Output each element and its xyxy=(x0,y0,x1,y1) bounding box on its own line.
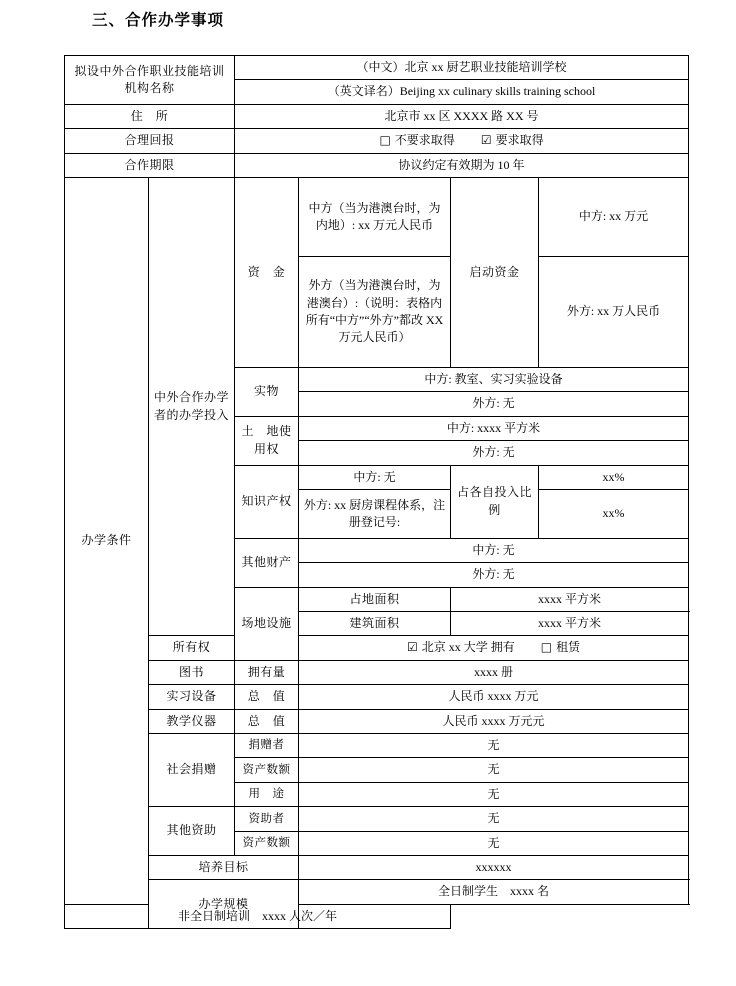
institution-name-cn-value: （中文）北京 xx 厨艺职业技能培训学校 xyxy=(235,56,689,80)
goods-fr-value: 外方: 无 xyxy=(299,392,689,416)
other-property-fr-value: 外方: 无 xyxy=(299,563,689,587)
other-property-label: 其他财产 xyxy=(235,538,299,587)
table-row-donor xyxy=(65,734,689,758)
table-row-ownership xyxy=(65,636,689,660)
address-label: 住 所 xyxy=(65,104,235,128)
startup-funds-label: 启动资金 xyxy=(451,177,539,367)
table-row-return xyxy=(65,129,689,153)
table-row-scale-fulltime xyxy=(65,880,689,904)
investment-label: 中外合作办学者的办学投入 xyxy=(149,177,235,636)
books-qty-value: xxxx 册 xyxy=(299,660,689,684)
table-row-teaching-instrument xyxy=(65,709,689,733)
ownership-rent-checkbox[interactable]: □ xyxy=(540,640,553,655)
ratio-cn-value: xx% xyxy=(539,465,689,489)
funder-value: 无 xyxy=(299,807,689,831)
ownership-own-checkbox[interactable]: ☑ xyxy=(406,640,418,655)
ownership-rent-label: 租赁 xyxy=(556,640,581,655)
training-goal-value: xxxxxx xyxy=(299,855,689,879)
practice-equipment-label: 实习设备 xyxy=(149,685,235,709)
ownership-label: 所有权 xyxy=(149,636,235,660)
donation-use-label: 用 途 xyxy=(235,782,299,806)
conditions-label: 办学条件 xyxy=(65,177,149,904)
table-row-scale-parttime xyxy=(65,904,689,928)
ownership-options xyxy=(299,636,689,660)
return-option-no-label: 不要求取得 xyxy=(394,133,455,148)
return-label: 合理回报 xyxy=(65,129,235,153)
startup-funds-fr-value: 外方: xx 万人民币 xyxy=(539,256,689,367)
page-title: 三、合作办学事项 xyxy=(92,12,225,29)
table-row-address xyxy=(65,104,689,128)
land-cn-value: 中方: xxxx 平方米 xyxy=(299,416,689,440)
ratio-label: 占各自投入比例 xyxy=(451,465,539,538)
books-qty-label: 拥有量 xyxy=(235,660,299,684)
table-row-practice-equipment xyxy=(65,685,689,709)
other-property-cn-value: 中方: 无 xyxy=(299,538,689,562)
land-fr-value: 外方: 无 xyxy=(299,441,689,465)
return-options xyxy=(235,129,689,153)
land-label: 土 地使用权 xyxy=(235,416,299,465)
teaching-instrument-total-label: 总 值 xyxy=(235,709,299,733)
return-option-yes-label: 要求取得 xyxy=(495,133,544,148)
practice-equipment-total-label: 总 值 xyxy=(235,685,299,709)
donation-amount-label: 资产数额 xyxy=(235,758,299,782)
ip-fr-value: 外方: xx 厨房课程体系，注册登记号: xyxy=(299,489,451,538)
other-funding-label: 其他资助 xyxy=(149,807,235,856)
goods-cn-value: 中方: 教室、实习实验设备 xyxy=(299,367,689,391)
term-label: 合作期限 xyxy=(65,153,235,177)
ownership-own-label: 北京 xx 大学 拥有 xyxy=(421,640,515,655)
teaching-instrument-total-value: 人民币 xxxx 万元元 xyxy=(299,709,689,733)
ip-label: 知识产权 xyxy=(235,465,299,538)
funds-label: 资 金 xyxy=(235,177,299,367)
table-row-books xyxy=(65,660,689,684)
donation-use-value: 无 xyxy=(299,782,689,806)
building-area-value: xxxx 平方米 xyxy=(451,612,689,636)
donation-amount-value: 无 xyxy=(299,758,689,782)
donor-label: 捐赠者 xyxy=(235,734,299,758)
practice-equipment-total-value: 人民币 xxxx 万元 xyxy=(299,685,689,709)
return-checkbox-no[interactable]: □ xyxy=(379,133,391,148)
ratio-fr-value: xx% xyxy=(539,489,689,538)
scale-fulltime-value: 全日制学生 xxxx 名 xyxy=(299,880,689,904)
scale-label: 办学规模 xyxy=(149,880,299,929)
startup-funds-cn-value: 中方: xx 万元 xyxy=(539,177,689,256)
site-area-label: 占地面积 xyxy=(299,587,451,611)
table-row-institution-name xyxy=(65,56,689,80)
cooperation-table xyxy=(64,55,689,929)
funding-amount-label: 资产数额 xyxy=(235,831,299,855)
funder-label: 资助者 xyxy=(235,807,299,831)
donation-label: 社会捐赠 xyxy=(149,734,235,807)
table-row-funds-cn xyxy=(65,177,689,256)
ip-cn-value: 中方: 无 xyxy=(299,465,451,489)
scale-parttime-value: 非全日制培训 xxxx 人次／年 xyxy=(65,904,451,928)
institution-name-label: 拟设中外合作职业技能培训机构名称 xyxy=(65,56,235,105)
term-value: 协议约定有效期为 10 年 xyxy=(235,153,689,177)
table-row-term xyxy=(65,153,689,177)
table-row-funder xyxy=(65,807,689,831)
funding-amount-value: 无 xyxy=(299,831,689,855)
return-checkbox-yes[interactable]: ☑ xyxy=(480,133,492,148)
address-value: 北京市 xx 区 XXXX 路 XX 号 xyxy=(235,104,689,128)
site-area-value: xxxx 平方米 xyxy=(451,587,689,611)
training-goal-label: 培养目标 xyxy=(149,855,299,879)
teaching-instrument-label: 教学仪器 xyxy=(149,709,235,733)
funds-fr-value: 外方（当为港澳台时，为港澳台）:（说明：表格内所有“中方”“外方”都改 XX 万元人民币） xyxy=(299,256,451,367)
donor-value: 无 xyxy=(299,734,689,758)
goods-label: 实物 xyxy=(235,367,299,416)
books-label: 图书 xyxy=(149,660,235,684)
table-row-training-goal xyxy=(65,855,689,879)
funds-cn-value: 中方（当为港澳台时，为内地）: xx 万元人民币 xyxy=(299,177,451,256)
building-area-label: 建筑面积 xyxy=(299,612,451,636)
site-label: 场地设施 xyxy=(235,587,299,660)
institution-name-en-value: （英文译名）Beijing xx culinary skills training school xyxy=(235,80,689,104)
